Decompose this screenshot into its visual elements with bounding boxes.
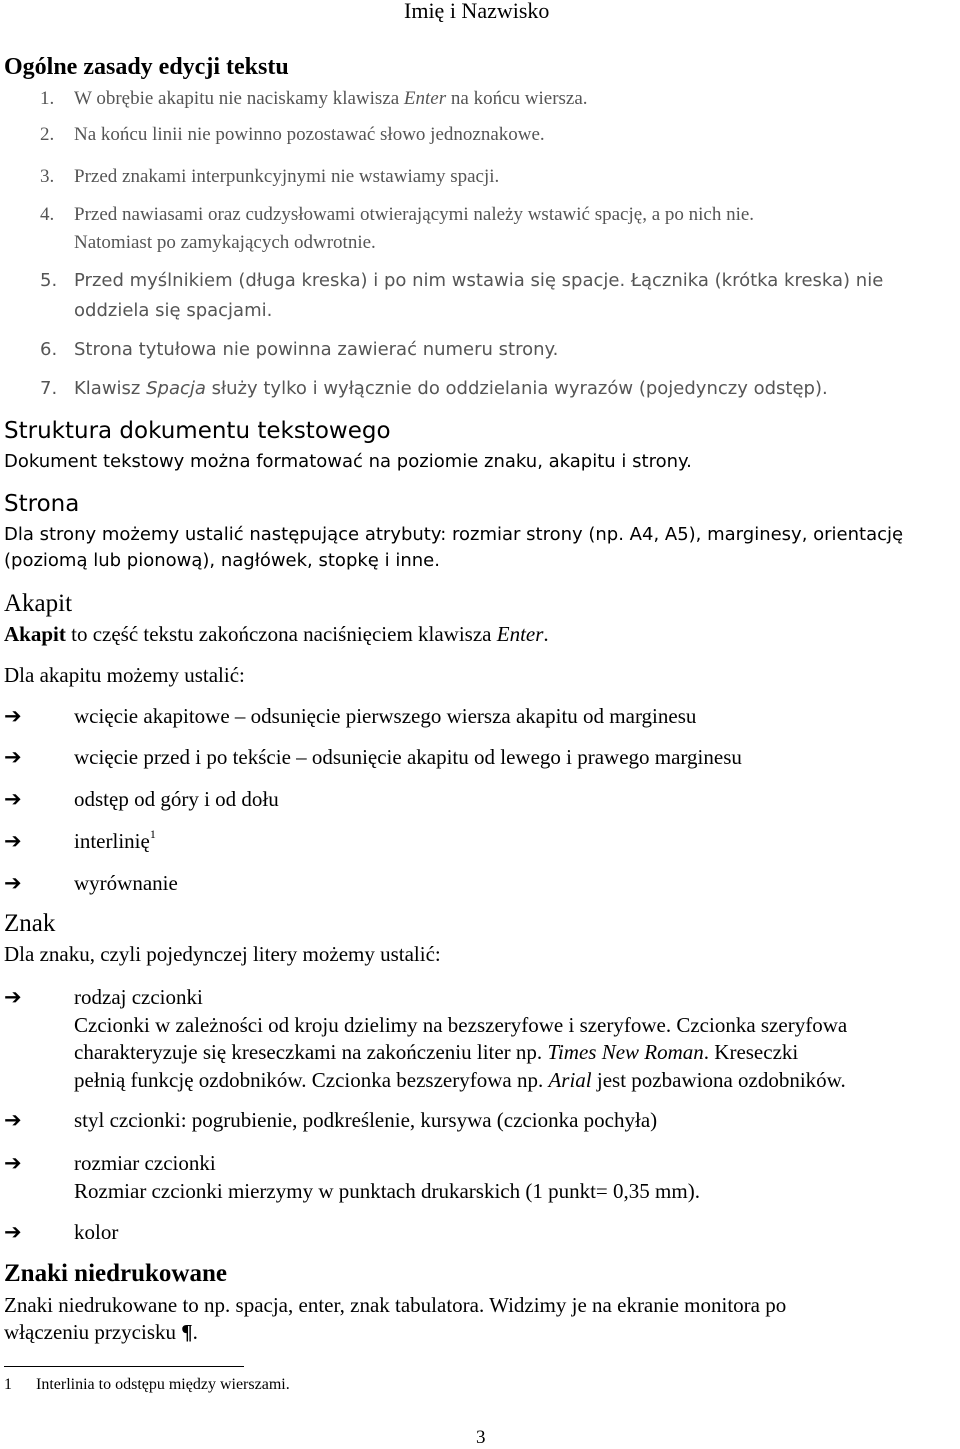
character-intro: Dla znaku, czyli pojedynczej litery możemy ustalić:: [4, 942, 441, 966]
nonprinting-line2: włączeniu przycisku ¶.: [4, 1320, 198, 1344]
right-arrow-icon: ➔: [4, 787, 22, 811]
rule-item-7: 7. Klawisz Spacja służy tylko i wyłącznie do oddzielania wyrazów (pojedynczy odstęp).: [40, 378, 828, 399]
heading-document-structure: Struktura dokumentu tekstowego: [4, 418, 391, 444]
rule-item-4: 4. Przed nawiasami oraz cudzysłowami otwierającymi należy wstawić spację, a po nich nie.: [40, 204, 755, 225]
footnote-separator: [4, 1366, 244, 1367]
right-arrow-icon: ➔: [4, 985, 22, 1009]
page-text-line2: (poziomą lub pionową), nagłówek, stopkę i inne.: [4, 550, 440, 571]
right-arrow-icon: ➔: [4, 1108, 22, 1132]
nonprinting-line1: Znaki niedrukowane to np. spacja, enter, znak tabulatora. Widzimy je na ekranie monitora po: [4, 1293, 787, 1317]
character-bullet-font-style: ➔ styl czcionki: pogrubienie, podkreślenie, kursywa (czcionka pochyła): [4, 1108, 658, 1132]
heading-paragraph: Akapit: [4, 590, 73, 617]
font-size-desc: Rozmiar czcionki mierzymy w punktach drukarskich (1 punkt= 0,35 mm).: [74, 1179, 700, 1203]
character-bullet-font-size: ➔ rozmiar czcionki: [4, 1151, 216, 1175]
right-arrow-icon: ➔: [4, 1220, 22, 1244]
font-type-desc-line1: Czcionki w zależności od kroju dzielimy na bezszeryfowe i szeryfowe. Czcionka szeryfowa: [74, 1013, 848, 1037]
font-type-desc-line2: charakteryzuje się kreseczkami na zakończeniu liter np. Times New Roman. Kreseczki: [74, 1040, 799, 1064]
page-number: 3: [476, 1427, 486, 1448]
right-arrow-icon: ➔: [4, 829, 22, 853]
right-arrow-icon: ➔: [4, 704, 22, 728]
font-type-desc-line3: pełnią funkcję ozdobników. Czcionka bezszeryfowa np. Arial jest pozbawiona ozdobników.: [74, 1068, 846, 1092]
heading-page: Strona: [4, 491, 80, 517]
right-arrow-icon: ➔: [4, 871, 22, 895]
footnote: 1 Interlinia to odstępu między wierszami.: [4, 1376, 290, 1393]
rule-item-1: 1. W obrębie akapitu nie naciskamy klawisza Enter na końcu wiersza.: [40, 88, 588, 109]
page-text-line1: Dla strony możemy ustalić następujące atrybuty: rozmiar strony (np. A4, A5), marginesy, orientację: [4, 524, 904, 545]
rule-item-4-cont: Natomiast po zamykających odwrotnie.: [74, 232, 376, 253]
right-arrow-icon: ➔: [4, 1151, 22, 1175]
paragraph-bullet-4: ➔ interlinię$^1$: [4, 827, 156, 853]
paragraph-bullet-5: ➔ wyrównanie: [4, 871, 178, 895]
character-bullet-color: ➔ kolor: [4, 1220, 119, 1244]
right-arrow-icon: ➔: [4, 745, 22, 769]
rule-item-2: 2. Na końcu linii nie powinno pozostawać słowo jednoznakowe.: [40, 124, 545, 145]
pilcrow-icon: ¶: [181, 1320, 193, 1344]
paragraph-bullet-3: ➔ odstęp od góry i od dołu: [4, 787, 279, 811]
character-bullet-font-type: ➔ rodzaj czcionki: [4, 985, 203, 1009]
rule-item-5: 5. Przed myślnikiem (długa kreska) i po nim wstawia się spacje. Łącznika (krótka kreska) nie: [40, 270, 884, 291]
paragraph-bullet-2: ➔ wcięcie przed i po tekście – odsunięcie akapitu od lewego i prawego marginesu: [4, 745, 742, 769]
heading-general-rules: Ogólne zasady edycji tekstu: [4, 54, 289, 80]
paragraph-bullet-1: ➔ wcięcie akapitowe – odsunięcie pierwszego wiersza akapitu od marginesu: [4, 704, 697, 728]
heading-character: Znak: [4, 910, 56, 937]
rule-item-3: 3. Przed znakami interpunkcyjnymi nie wstawiamy spacji.: [40, 166, 500, 187]
page-header-name: Imię i Nazwisko: [404, 0, 550, 23]
paragraph-intro: Dla akapitu możemy ustalić:: [4, 663, 245, 687]
paragraph-definition: Akapit to część tekstu zakończona naciśnięciem klawisza Enter.: [4, 622, 549, 646]
structure-text: Dokument tekstowy można formatować na poziomie znaku, akapitu i strony.: [4, 451, 692, 472]
rule-item-6: 6. Strona tytułowa nie powinna zawierać numeru strony.: [40, 339, 559, 360]
footnote-reference: 1: [149, 827, 156, 841]
heading-nonprinting: Znaki niedrukowane: [4, 1260, 227, 1287]
rule-item-5-cont: oddziela się spacjami.: [74, 300, 273, 321]
